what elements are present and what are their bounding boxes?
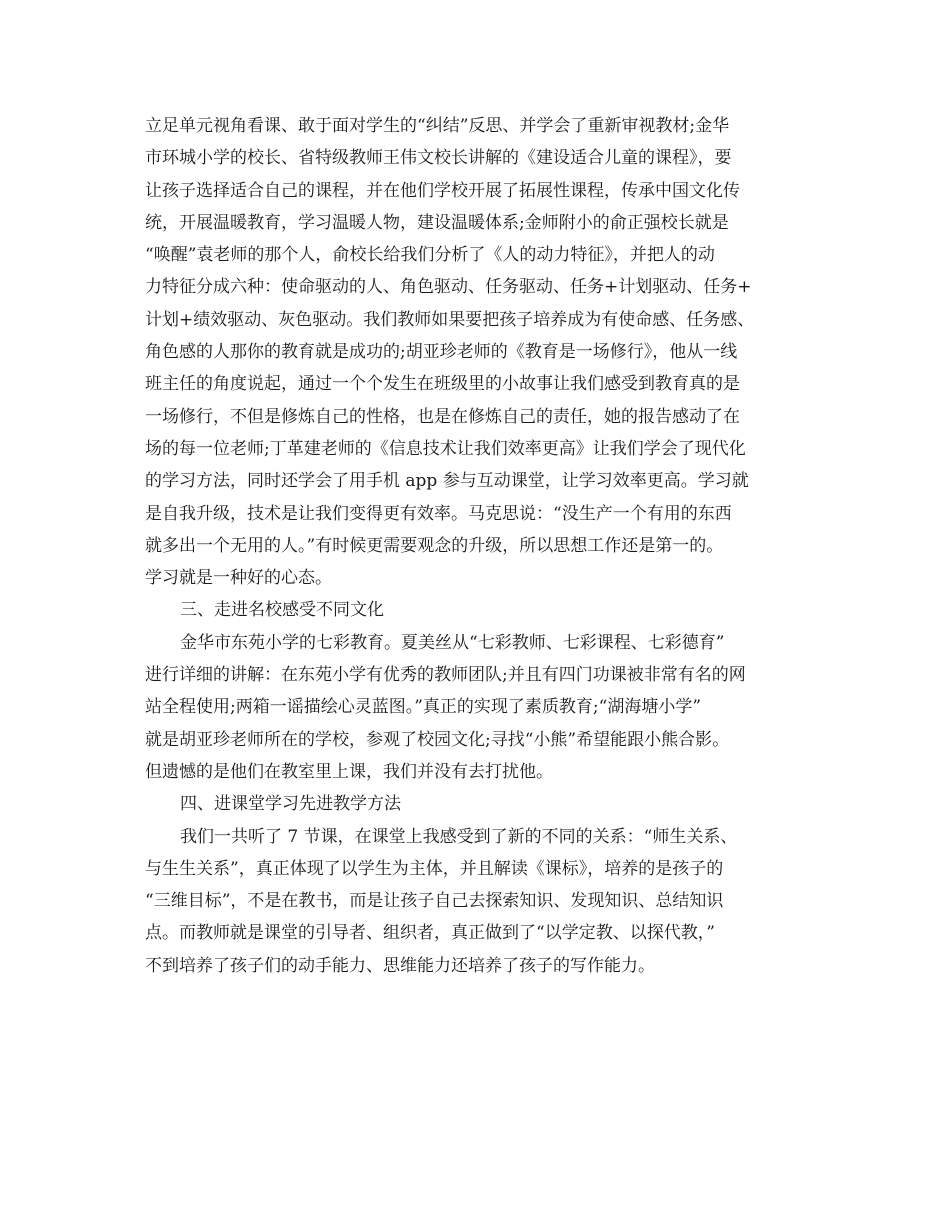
text-line: 与生生关系”，真正体现了以学生为主体，并且解读《课标》，培养的是孩子的 bbox=[145, 858, 724, 879]
text-line: 是自我升级，技术是让我们变得更有效率。马克思说：“没生产一个有用的东西 bbox=[145, 503, 732, 524]
text-line: 角色感的人那你的教育就是成功的;胡亚珍老师的《教育是一场修行》，他从一线 bbox=[145, 342, 738, 363]
text-line: 就是胡亚珍老师所在的学校，参观了校园文化;寻找“小熊”希望能跟小熊合影。 bbox=[145, 729, 730, 750]
document-body bbox=[145, 110, 810, 982]
text-line: 力特征分成六种：使命驱动的人、角色驱动、任务驱动、任务+计划驱动、任务+ bbox=[145, 277, 752, 298]
text-line: 站全程使用;两箱一谣描绘心灵蓝图。”真正的实现了素质教育;“湖海塘小学” bbox=[145, 697, 702, 718]
text-line: 立足单元视角看课、敢于面对学生的“纠结”反思、并学会了重新审视教材;金华 bbox=[145, 116, 730, 136]
text-line: 市环城小学的校长、省特级教师王伟文校长讲解的《建设适合儿童的课程》，要 bbox=[145, 148, 732, 169]
text-line: 但遗憾的是他们在教室里上课，我们并没有去打扰他。 bbox=[145, 761, 553, 782]
text-line: 不到培养了孩子们的动手能力、思维能力还培养了孩子的写作能力。 bbox=[145, 955, 655, 976]
text-line: 让孩子选择适合自己的课程，并在他们学校开展了拓展性课程，传承中国文化传 bbox=[145, 180, 740, 201]
text-line: 点。而教师就是课堂的引导者、组织者，真正做到了“以学定教、以探代教，” bbox=[145, 923, 715, 944]
text-line: 统，开展温暖教育，学习温暖人物，建设温暖体系;金师附小的俞正强校长就是 bbox=[145, 212, 729, 233]
section-heading: 三、走进名校感受不同文化 bbox=[180, 600, 384, 621]
text-line: “三维目标”，不是在教书，而是让孩子自己去探索知识、发现知识、总结知识 bbox=[145, 891, 724, 912]
text-line: 学习就是一种好的心态。 bbox=[145, 568, 332, 589]
section-heading: 四、进课堂学习先进教学方法 bbox=[180, 794, 401, 815]
text-line: 的学习方法，同时还学会了用手机 app 参与互动课堂，让学习效率更高。学习就 bbox=[145, 471, 749, 492]
text-line: 计划+绩效驱动、灰色驱动。我们教师如果要把孩子培养成为有使命感、任务感、 bbox=[145, 309, 755, 330]
text-line: 我们一共听了 7 节课，在课堂上我感受到了新的不同的关系：“师生关系、 bbox=[180, 826, 738, 847]
text-line: “唤醒”袁老师的那个人，俞校长给我们分析了《人的动力特征》，并把人的动 bbox=[145, 245, 715, 266]
text-line: 一场修行，不但是修炼自己的性格，也是在修炼自己的责任，她的报告感动了在 bbox=[145, 406, 740, 427]
text-line: 就多出一个无用的人。”有时候更需要观念的升级，所以思想工作还是第一的。 bbox=[145, 535, 724, 556]
text-line: 金华市东苑小学的七彩教育。夏美丝从“七彩教师、七彩课程、七彩德育” bbox=[180, 632, 725, 653]
text-line: 班主任的角度说起，通过一个个发生在班级里的小故事让我们感受到教育真的是 bbox=[145, 374, 740, 395]
text-line: 场的每一位老师;丁革建老师的《信息技术让我们效率更高》让我们学会了现代化 bbox=[145, 438, 746, 459]
text-line: 进行详细的讲解：在东苑小学有优秀的教师团队;并且有四门功课被非常有名的网 bbox=[145, 665, 746, 686]
